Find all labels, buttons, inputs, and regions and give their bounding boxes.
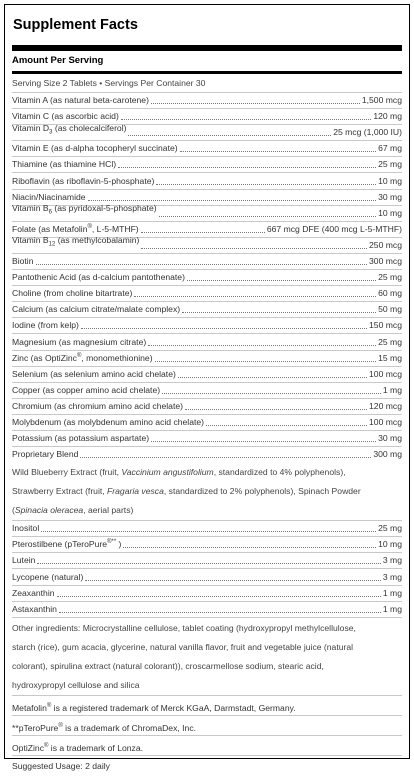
leader-dots <box>141 232 265 233</box>
nutrient-list-secondary <box>12 520 402 617</box>
nutrient-row <box>12 253 402 269</box>
nutrient-amount: 10 mg <box>378 175 402 186</box>
nutrient-name: Pantothenic Acid (as d-calcium pantothenate) <box>12 272 185 283</box>
metafolin-trademark-note: Metafolin® is a registered trademark of Merck KGaA, Darmstadt, Germany. <box>12 695 402 715</box>
nutrient-row <box>12 285 402 301</box>
nutrient-row <box>12 398 402 414</box>
nutrient-row <box>12 568 402 584</box>
nutrient-amount: 3 mg <box>382 571 402 582</box>
nutrient-name: Calcium (as calcium citrate/malate complex) <box>12 304 181 315</box>
leader-dots <box>121 119 372 120</box>
amount-per-serving-header: Amount Per Serving <box>12 55 104 66</box>
nutrient-name: Lycopene (natural) <box>12 571 84 582</box>
leader-dots <box>159 216 377 217</box>
nutrient-row <box>12 172 402 188</box>
other-ingredients: Other ingredients: Microcrystalline cellulose, tablet coating (hydroxypropyl methylcellulose, starch (rice), gum acacia, glycerine, natural vanilla flavor, fruit and vegetable juice (natural colorant), spirulina extract (natural colorant)), croscarmellose sodium, stearic acid, hydroxypropyl cellulose and silica <box>12 617 402 695</box>
nutrient-row <box>12 301 402 317</box>
nutrient-amount: 25 mg <box>378 336 402 347</box>
nutrient-name: Lutein <box>12 555 36 566</box>
nutrient-row <box>12 414 402 430</box>
nutrient-amount: 1 mg <box>382 587 402 598</box>
nutrient-amount: 3 mg <box>382 555 402 566</box>
leader-dots <box>178 377 367 378</box>
nutrient-name: Riboflavin (as riboflavin-5-phosphate) <box>12 175 155 186</box>
nutrient-row <box>12 124 402 140</box>
nutrient-name: Chromium (as chromium amino acid chelate) <box>12 400 183 411</box>
nutrient-name: Molybdenum (as molybdenum amino acid chelate) <box>12 416 205 427</box>
nutrient-row <box>12 601 402 617</box>
nutrient-amount: 1 mg <box>382 384 402 395</box>
nutrient-row <box>12 92 402 108</box>
leader-dots <box>187 280 376 281</box>
leader-dots <box>182 312 376 313</box>
proprietary-blend-description: Wild Blueberry Extract (fruit, Vaccinium angustifolium, standardized to 4% polyphenols), Strawberry Extract (fruit, Fragaria vesca, standardized to 2% polyphenols), Spinach Powder (Spinacia oleracea, aerial parts) <box>12 467 361 516</box>
nutrient-amount: 150 mcg <box>369 320 402 331</box>
nutrient-name: Pterostilbene (pTeroPure®** ) <box>12 539 122 550</box>
nutrient-row <box>12 350 402 366</box>
nutrient-row <box>12 382 402 398</box>
nutrient-name: Zinc (as OptiZinc®, monomethionine) <box>12 352 153 363</box>
nutrient-name: Inositol <box>12 523 40 534</box>
leader-dots <box>118 167 376 168</box>
nutrient-row <box>12 552 402 568</box>
nutrient-name: Folate (as Metafolin®, L-5-MTHF) <box>12 223 139 234</box>
nutrient-name: Vitamin E (as d-alpha tocopheryl succinate) <box>12 143 178 154</box>
nutrient-amount: 30 mg <box>378 191 402 202</box>
leader-dots <box>123 547 376 548</box>
nutrient-amount: 1,500 mcg <box>361 95 402 106</box>
nutrient-name: Selenium (as selenium amino acid chelate) <box>12 368 176 379</box>
nutrient-row <box>12 269 402 285</box>
leader-dots <box>148 345 376 346</box>
nutrient-amount: 25 mg <box>378 272 402 283</box>
nutrient-name: Iodine (from kelp) <box>12 320 79 331</box>
leader-dots <box>162 393 381 394</box>
nutrient-row <box>12 140 402 156</box>
nutrient-name: Zeaxanthin <box>12 587 55 598</box>
nutrient-name: Vitamin A (as natural beta-carotene) <box>12 95 149 106</box>
nutrient-name: Vitamin $B_{12}$ (as methylcobalamin) <box>12 235 140 248</box>
nutrient-name: Biotin <box>12 256 34 267</box>
nutrient-name: Choline (from choline bitartrate) <box>12 288 133 299</box>
nutrient-name: Potassium (as potassium aspartate) <box>12 433 150 444</box>
nutrient-name: Thiamine (as thiamine HCl) <box>12 159 117 170</box>
nutrient-amount: 25 mg <box>378 523 402 534</box>
nutrient-amount: 120 mcg <box>369 400 402 411</box>
leader-dots <box>155 361 377 362</box>
pteropure-trademark-note: **pTeroPure® is a trademark of ChromaDex, Inc. <box>12 715 402 735</box>
nutrient-amount: 300 mcg <box>369 256 402 267</box>
nutrient-row <box>12 585 402 601</box>
nutrient-name: Magnesium (as magnesium citrate) <box>12 336 147 347</box>
nutrient-row <box>12 520 402 536</box>
leader-dots <box>156 184 376 185</box>
nutrient-row <box>12 446 402 462</box>
leader-dots <box>37 563 380 564</box>
nutrient-row <box>12 205 402 221</box>
suggested-usage: Suggested Usage: 2 daily <box>12 755 402 775</box>
leader-dots <box>141 248 367 249</box>
serving-size-line: Serving Size 2 Tablets • Servings Per Container 30 <box>12 78 206 88</box>
nutrient-name: Proprietary Blend <box>12 449 79 460</box>
leader-dots <box>185 409 367 410</box>
leader-dots <box>128 135 331 136</box>
leader-dots <box>57 596 381 597</box>
supplement-facts-panel <box>4 4 410 771</box>
nutrient-amount: 67 mg <box>378 143 402 154</box>
leader-dots <box>59 612 381 613</box>
nutrient-list <box>12 92 402 462</box>
leader-dots <box>151 103 360 104</box>
nutrient-amount: 50 mg <box>378 304 402 315</box>
nutrient-amount: 25 mcg (1,000 IU) <box>333 127 402 138</box>
nutrient-amount: 667 mcg DFE (400 mcg L-5-MTHF) <box>266 223 402 234</box>
nutrient-amount: 1 mg <box>382 603 402 614</box>
nutrient-name: Astaxanthin <box>12 603 57 614</box>
nutrient-amount: 300 mg <box>373 449 402 460</box>
leader-dots <box>85 580 381 581</box>
nutrient-amount: 120 mg <box>373 111 402 122</box>
nutrient-row <box>12 430 402 446</box>
nutrient-row <box>12 366 402 382</box>
leader-dots <box>134 296 376 297</box>
leader-dots <box>36 264 368 265</box>
nutrient-row <box>12 156 402 172</box>
nutrient-amount: 250 mcg <box>369 239 402 250</box>
nutrient-name: Niacin/Niacinamide <box>12 191 86 202</box>
leader-dots <box>41 531 376 532</box>
optizinc-trademark-note: OptiZinc® is a trademark of Lonza. <box>12 735 402 755</box>
nutrient-name: Vitamin $D_3$ (as cholecalciferol) <box>12 122 127 136</box>
nutrient-amount: 10 mg <box>378 539 402 550</box>
leader-dots <box>81 328 367 329</box>
nutrient-name: Copper (as copper amino acid chelate) <box>12 384 161 395</box>
nutrient-amount: 100 mcg <box>369 368 402 379</box>
leader-dots <box>206 425 367 426</box>
nutrient-amount: 25 mg <box>378 159 402 170</box>
nutrient-amount: 10 mg <box>378 207 402 218</box>
nutrient-amount: 60 mg <box>378 288 402 299</box>
nutrient-amount: 15 mg <box>378 352 402 363</box>
leader-dots <box>151 441 376 442</box>
nutrient-row <box>12 333 402 349</box>
nutrient-row <box>12 237 402 253</box>
nutrient-row <box>12 317 402 333</box>
nutrient-row <box>12 536 402 552</box>
leader-dots <box>180 151 377 152</box>
panel-title: Supplement Facts <box>13 17 138 33</box>
nutrient-amount: 100 mcg <box>369 416 402 427</box>
nutrient-name: Vitamin $B_6$ (as pyridoxal-5-phosphate) <box>12 203 157 216</box>
nutrient-name: Vitamin C (as ascorbic acid) <box>12 111 119 122</box>
nutrient-amount: 30 mg <box>378 433 402 444</box>
leader-dots <box>80 457 371 458</box>
